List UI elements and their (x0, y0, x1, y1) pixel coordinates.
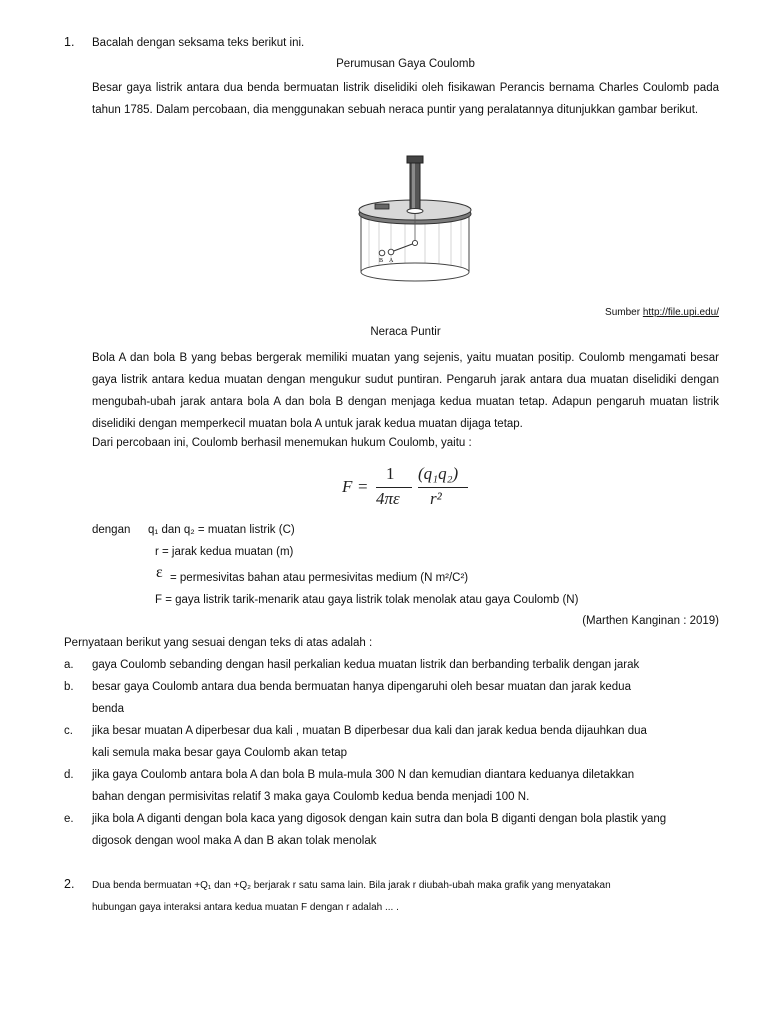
figure-caption: Neraca Puntir (370, 326, 441, 338)
option-d[interactable] (64, 768, 724, 812)
option-text: jika gaya Coulomb antara bola A dan bola B mula-mula 300 N dan kemudian diantara keduanya diletakkan (92, 769, 635, 781)
legend-lead: dengan (92, 524, 131, 536)
torsion-balance-drawing (353, 148, 483, 298)
source-link[interactable]: http://file.upi.edu/ (642, 307, 719, 318)
legend-eps-symbol: ε (156, 564, 163, 581)
torsion-balance-figure (353, 148, 483, 298)
option-b[interactable] (64, 680, 724, 724)
ball-a-label: A (389, 258, 394, 264)
figure-source (605, 306, 719, 320)
instruction: Bacalah dengan seksama teks berikut ini. (92, 37, 305, 49)
question-2-line-1: Dua benda bermuatan +Q₁ dan +Q₂ berjarak r satu sama lain. Bila jarak r diubah-ubah maka grafik yang menyatakan (92, 880, 611, 891)
question-stem: Pernyataan berikut yang sesuai dengan teks di atas adalah : (64, 637, 373, 649)
legend-f: F = gaya listrik tarik-menarik atau gaya listrik tolak menolak atau gaya Coulomb (N) (155, 594, 579, 606)
formula-equals: = (358, 477, 368, 496)
section-title: Perumusan Gaya Coulomb (336, 58, 475, 70)
legend-q: q₁ dan q₂ = muatan listrik (C) (148, 524, 295, 536)
formula-num2: (q₁q₂) (418, 464, 459, 483)
body-paragraph: Bola A dan bola B yang bebas bergerak memiliki muatan yang sejenis, yaitu muatan positip. Coulomb mengamati besar gaya listrik antara kedua muatan dengan mengukur sudut puntiran. Pengaruh jarak antara dua muatan diselidiki dengan mengubah-ubah jarak antara bola A dan bola B dengan menjaga kedua muatan tetap. Adapun pengaruh muatan listrik diselidiki dengan memperkecil muatan bola A untuk jarak kedua muatan dijaga tetap. (92, 352, 719, 430)
option-c[interactable] (64, 724, 724, 768)
formula-num1: 1 (386, 464, 395, 483)
formula-den2: r² (430, 489, 442, 508)
option-label: a. (64, 659, 74, 671)
formula-lhs: F (342, 477, 353, 496)
legend-r: r = jarak kedua muatan (m) (155, 546, 294, 558)
option-text: bahan dengan permisivitas relatif 3 maka gaya Coulomb kedua benda menjadi 100 N. (92, 791, 530, 803)
option-text: jika besar muatan A diperbesar dua kali , muatan B diperbesar dua kali dan jarak kedua benda dijauhkan dua (92, 725, 647, 737)
option-a[interactable] (64, 658, 724, 680)
option-text: kali semula maka besar gaya Coulomb akan tetap (92, 747, 348, 759)
options-list (64, 658, 724, 856)
option-label: e. (64, 813, 74, 825)
intro-paragraph: Besar gaya listrik antara dua benda bermuatan listrik diselidiki oleh fisikawan Perancis bernama Charles Coulomb pada tahun 1785. Dalam percobaan, dia menggunakan sebuah neraca puntir yang peralatannya ditunjukkan gambar berikut. (92, 82, 719, 116)
option-label: c. (64, 725, 73, 737)
option-label: d. (64, 769, 74, 781)
coulomb-formula (338, 462, 478, 514)
option-label: b. (64, 681, 74, 693)
option-text: digosok dengan wool maka A dan B akan tolak menolak (92, 835, 377, 847)
ball-b-label: B (379, 258, 384, 264)
option-text: benda (92, 703, 124, 715)
question-2-line-2: hubungan gaya interaksi antara kedua muatan F dengan r adalah ... . (92, 902, 399, 913)
option-text: gaya Coulomb sebanding dengan hasil perkalian kedua muatan listrik dan berbanding terbalik dengan jarak (92, 659, 640, 671)
source-prefix: Sumber (605, 307, 641, 318)
fraction-bar-1 (376, 487, 412, 488)
question-number-2: 2. (64, 877, 75, 891)
option-text: besar gaya Coulomb antara dua benda bermuatan hanya dipengaruhi oleh besar muatan dan jarak kedua (92, 681, 631, 693)
question-number-1: 1. (64, 35, 75, 49)
option-text: jika bola A diganti dengan bola kaca yang digosok dengan kain sutra dan bola B diganti dengan bola plastik yang (92, 813, 667, 825)
fraction-bar-2 (418, 487, 468, 488)
formula-den1: 4πε (376, 489, 400, 508)
option-e[interactable] (64, 812, 724, 856)
law-intro: Dari percobaan ini, Coulomb berhasil menemukan hukum Coulomb, yaitu : (92, 437, 472, 449)
citation: (Marthen Kanginan : 2019) (582, 615, 719, 627)
legend-eps: = permesivitas bahan atau permesivitas medium (N m²/C²) (170, 572, 469, 584)
